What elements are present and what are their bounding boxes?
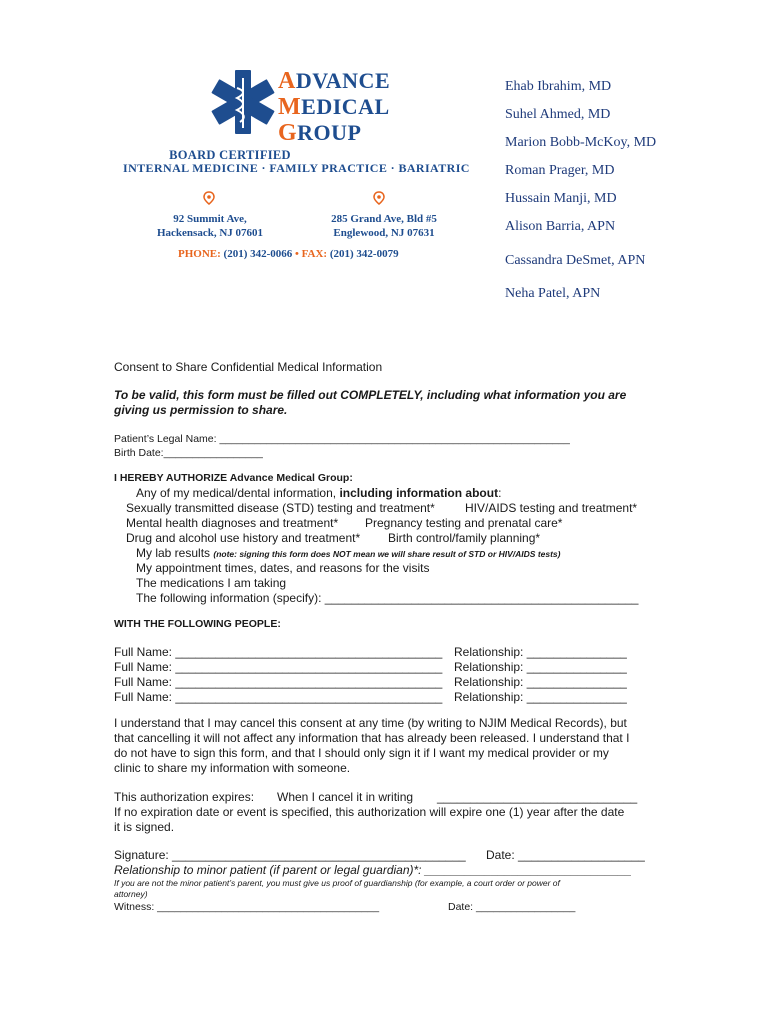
location-pin-icon bbox=[372, 191, 386, 205]
relationship-field[interactable]: Relationship: _______________ bbox=[454, 645, 627, 659]
option-lab-results[interactable]: My lab results (note: signing this form does NOT mean we will share result of STD or HIV/AIDS tests) bbox=[136, 546, 561, 560]
relationship-field[interactable]: Relationship: _______________ bbox=[454, 690, 627, 704]
patient-name-field[interactable]: Patient’s Legal Name: ____________________________________________________________ bbox=[114, 433, 570, 445]
expires-option-cancel[interactable]: When I cancel it in writing bbox=[277, 790, 414, 804]
guardian-note: attorney) bbox=[114, 889, 148, 899]
option-hiv[interactable]: HIV/AIDS testing and treatment* bbox=[465, 501, 638, 515]
signature-date-field[interactable]: Date: ___________________ bbox=[486, 848, 645, 862]
full-name-field[interactable]: Full Name: ________________________________________ bbox=[114, 675, 443, 689]
expiration-note: If no expiration date or event is specified, this authorization will expire one (1) year after the date bbox=[114, 805, 625, 819]
expires-date-field[interactable]: ______________________________ bbox=[437, 790, 638, 804]
logo-line-group: GROUP bbox=[278, 120, 362, 146]
contact-line: PHONE: (201) 342-0066 • FAX: (201) 342-0079 bbox=[178, 248, 399, 260]
doctor-name: Ehab Ibrahim, MD bbox=[505, 79, 612, 94]
witness-date-field[interactable]: Date: _________________ bbox=[448, 901, 576, 913]
option-medications[interactable]: The medications I am taking bbox=[136, 576, 287, 590]
company-logo bbox=[210, 68, 400, 146]
star-of-life-icon bbox=[210, 68, 276, 136]
expires-label: This authorization expires: bbox=[114, 790, 255, 804]
witness-field[interactable]: Witness: ______________________________________ bbox=[114, 901, 380, 913]
form-title: Consent to Share Confidential Medical Information bbox=[114, 360, 383, 374]
doctor-name: Neha Patel, APN bbox=[505, 286, 601, 301]
option-birth-control[interactable]: Birth control/family planning* bbox=[388, 531, 541, 545]
option-drug-alcohol[interactable]: Drug and alcohol use history and treatment* bbox=[126, 531, 361, 545]
expiration-note: it is signed. bbox=[114, 820, 175, 834]
doctor-name: Roman Prager, MD bbox=[505, 163, 615, 178]
doctor-name: Suhel Ahmed, MD bbox=[505, 107, 611, 122]
option-appointments[interactable]: My appointment times, dates, and reasons for the visits bbox=[136, 561, 430, 575]
office-address-hackensack: 92 Summit Ave, Hackensack, NJ 07601 bbox=[156, 213, 264, 239]
doctor-name: Cassandra DeSmet, APN bbox=[505, 253, 646, 268]
doctor-name: Hussain Manji, MD bbox=[505, 191, 617, 206]
full-name-field[interactable]: Full Name: ________________________________________ bbox=[114, 660, 443, 674]
birth-date-field[interactable]: Birth Date:_________________ bbox=[114, 447, 263, 459]
full-name-field[interactable]: Full Name: ________________________________________ bbox=[114, 645, 443, 659]
logo-line-medical: MEDICAL bbox=[278, 94, 390, 120]
people-heading: WITH THE FOLLOWING PEOPLE: bbox=[114, 618, 281, 630]
understand-paragraph: do not have to sign this form, and that I should only sign it if I want my medical provider or my bbox=[114, 746, 609, 760]
option-std[interactable]: Sexually transmitted disease (STD) testing and treatment* bbox=[126, 501, 435, 515]
understand-paragraph: that cancelling it will not affect any information that has already been released. I understand that I bbox=[114, 731, 630, 745]
location-pin-icon bbox=[202, 191, 216, 205]
instructions: giving us permission to share. bbox=[114, 403, 288, 417]
relationship-minor-field[interactable]: Relationship to minor patient (if parent or legal guardian)*: _______________________________ bbox=[114, 863, 632, 877]
board-certified: BOARD CERTIFIED bbox=[169, 148, 291, 162]
relationship-field[interactable]: Relationship: _______________ bbox=[454, 660, 627, 674]
option-pregnancy[interactable]: Pregnancy testing and prenatal care* bbox=[365, 516, 563, 530]
understand-paragraph: clinic to share my information with someone. bbox=[114, 761, 351, 775]
option-mental-health[interactable]: Mental health diagnoses and treatment* bbox=[126, 516, 339, 530]
instructions: To be valid, this form must be filled out COMPLETELY, including what information you are bbox=[114, 388, 627, 402]
full-name-field[interactable]: Full Name: ________________________________________ bbox=[114, 690, 443, 704]
understand-paragraph: I understand that I may cancel this consent at any time (by writing to NJIM Medical Records), but bbox=[114, 716, 627, 730]
doctor-name: Marion Bobb-McKoy, MD bbox=[505, 135, 657, 150]
doctor-name: Alison Barria, APN bbox=[505, 219, 616, 234]
signature-field[interactable]: Signature: ____________________________________________ bbox=[114, 848, 466, 862]
relationship-field[interactable]: Relationship: _______________ bbox=[454, 675, 627, 689]
option-specify[interactable]: The following information (specify): _______________________________________________ bbox=[136, 591, 639, 605]
logo-line-advance: ADVANCE bbox=[278, 68, 391, 94]
guardian-note: If you are not the minor patient’s parent, you must give us proof of guardianship (for example, a court order or power of bbox=[114, 878, 560, 888]
specialties: INTERNAL MEDICINE · FAMILY PRACTICE · BARIATRIC bbox=[123, 161, 470, 175]
authorize-heading: I HEREBY AUTHORIZE Advance Medical Group: bbox=[114, 472, 353, 484]
office-address-englewood: 285 Grand Ave, Bld #5 Englewood, NJ 07631 bbox=[331, 213, 437, 239]
option-any-information[interactable]: Any of my medical/dental information, including information about: bbox=[136, 486, 502, 500]
